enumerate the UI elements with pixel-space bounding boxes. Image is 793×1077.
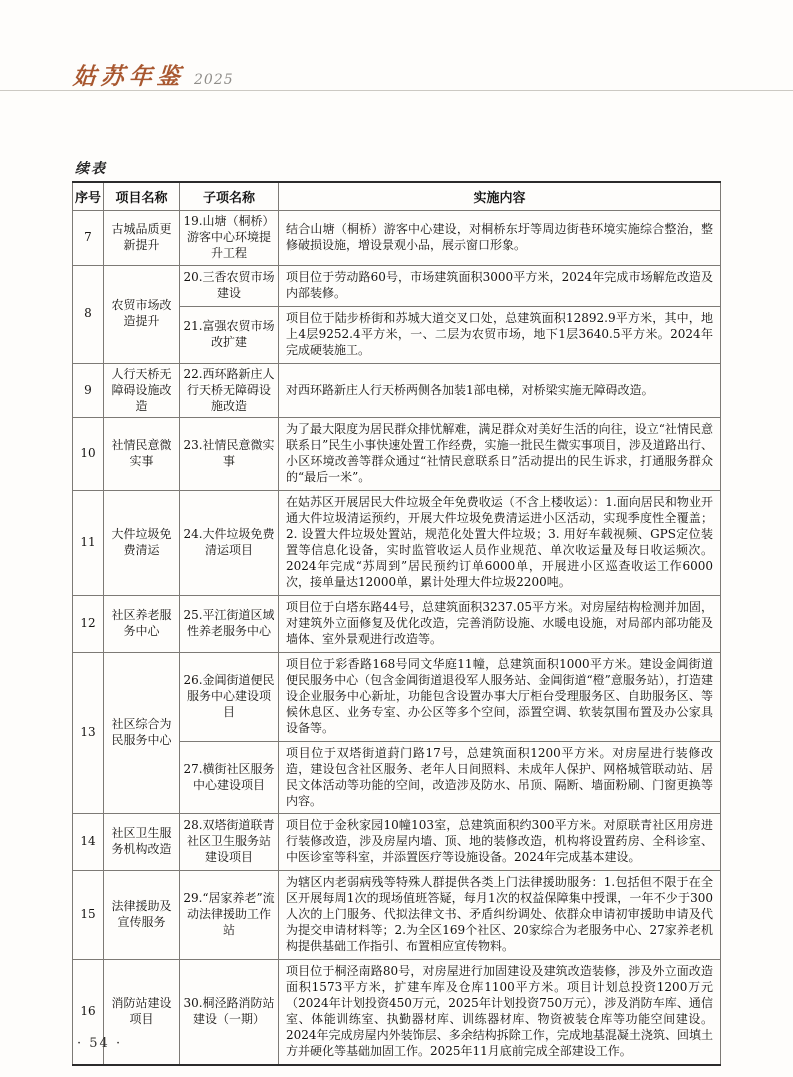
implementation-content-cell: 项目位于白塔东路44号，总建筑面积3237.05平方米。对房屋结构检测并加固，对建筑外立面修复及优化改造，完善消防设施、水暖电设施，对局部内部功能及墙体、室外景观进行改造等。 xyxy=(279,596,721,653)
row-number-cell: 8 xyxy=(73,265,104,363)
project-name-cell: 法律援助及宣传服务 xyxy=(104,871,180,960)
column-header: 子项名称 xyxy=(180,182,279,211)
publication-year: 2025 xyxy=(194,72,234,88)
project-name-cell: 古城品质更新提升 xyxy=(104,211,180,266)
project-name-cell: 社区综合为民服务中心 xyxy=(104,652,180,814)
table-row xyxy=(73,418,721,491)
column-header: 项目名称 xyxy=(104,182,180,211)
projects-table xyxy=(72,181,721,1066)
implementation-content-cell: 为了最大限度为居民群众排忧解难，满足群众对美好生活的向往，设立“社情民意联系日”民生小事快速处置工作经费，实施一批民生微实事项目，涉及道路出行、小区环境改善等群众通过“社情民意联系日”活动提出的民生诉求，打通服务群众的“最后一米”。 xyxy=(279,418,721,491)
table-row xyxy=(73,596,721,653)
row-number-cell: 7 xyxy=(73,211,104,266)
sub-item-name-cell: 25.平江街道区域性养老服务中心 xyxy=(180,596,279,653)
table-row xyxy=(73,871,721,960)
column-header: 序号 xyxy=(73,182,104,211)
row-number-cell: 16 xyxy=(73,960,104,1065)
sub-item-name-cell: 27.横街社区服务中心建设项目 xyxy=(180,741,279,814)
sub-item-name-cell: 29.“居家养老”流动法律援助工作站 xyxy=(180,871,279,960)
project-name-cell: 社区卫生服务机构改造 xyxy=(104,814,180,871)
implementation-content-cell: 项目位于劳动路60号，市场建筑面积3000平方米，2024年完成市场解危改造及内部装修。 xyxy=(279,265,721,306)
header-divider xyxy=(0,90,793,91)
sub-item-name-cell: 21.富强农贸市场改扩建 xyxy=(180,306,279,363)
row-number-cell: 15 xyxy=(73,871,104,960)
row-number-cell: 14 xyxy=(73,814,104,871)
sub-item-name-cell: 30.桐泾路消防站建设（一期） xyxy=(180,960,279,1065)
sub-item-name-cell: 23.社情民意微实事 xyxy=(180,418,279,491)
implementation-content-cell: 项目位于双塔街道葑门路17号，总建筑面积1200平方米。对房屋进行装修改造，建设包含社区服务、老年人日间照料、未成年人保护、网格城管联动站、居民文体活动等功能的空间，改造涉及防水、吊顶、隔断、墙面粉刷、门窗更换等内容。 xyxy=(279,741,721,814)
project-name-cell: 社区养老服务中心 xyxy=(104,596,180,653)
project-name-cell: 农贸市场改造提升 xyxy=(104,265,180,363)
row-number-cell: 10 xyxy=(73,418,104,491)
row-number-cell: 12 xyxy=(73,596,104,653)
sub-item-name-cell: 19.山塘（桐桥）游客中心环境提升工程 xyxy=(180,211,279,266)
implementation-content-cell: 结合山塘（桐桥）游客中心建设，对桐桥东圩等周边街巷环境实施综合整治，整修破损设施，增设景观小品，展示窗口形象。 xyxy=(279,211,721,266)
project-name-cell: 社情民意微实事 xyxy=(104,418,180,491)
row-number-cell: 9 xyxy=(73,363,104,418)
sub-item-name-cell: 24.大件垃圾免费清运项目 xyxy=(180,491,279,596)
project-name-cell: 消防站建设项目 xyxy=(104,960,180,1065)
table-row xyxy=(73,814,721,871)
implementation-content-cell: 项目位于彩香路168号同文华庭11幢，总建筑面积1000平方米。建设金阊街道便民服务中心（包含金阊街道退役军人服务站、金阊街道“橙”意服务站），打造建设企业服务中心新址，功能包含设置办事大厅柜台受理服务区、自助服务区、等候休息区、业务专室、办公区等多个空间，添置空调、软装氛围布置及办公家具设备等。 xyxy=(279,652,721,741)
implementation-content-cell: 项目位于桐泾南路80号，对房屋进行加固建设及建筑改造装修，涉及外立面改造面积1573平方米，扩建车库及仓库1100平方米。项目计划总投资1200万元（2024年计划投资450万元，2025年计划投资750万元），涉及消防车库、通信室、体能训练室、执勤器材库、训练器材库、物资被装仓库等功能空间建设。2024年完成房屋内外装饰层、多余结构拆除工作，完成地基混凝土浇筑、回填土方并硬化等基础加固工作。2025年11月底前完成全部建设工作。 xyxy=(279,960,721,1065)
continued-table-label: 续表 xyxy=(75,161,107,177)
implementation-content-cell: 项目位于金秋家园10幢103室，总建筑面积约300平方米。对原联青社区用房进行装修改造，涉及房屋内墙、顶、地的装修改造，机构将设置药房、全科诊室、中医诊室等科室，并添置医疗等设施设备。2024年完成基本建设。 xyxy=(279,814,721,871)
sub-item-name-cell: 28.双塔街道联青社区卫生服务站建设项目 xyxy=(180,814,279,871)
project-name-cell: 人行天桥无障碍设施改造 xyxy=(104,363,180,418)
projects-tbody xyxy=(73,211,721,1065)
implementation-content-cell: 为辖区内老弱病残等特殊人群提供各类上门法律援助服务：1.包括但不限于在全区开展每周1次的现场值班答疑，每月1次的权益保障集中授课，一年不少于300人次的上门服务、代拟法律文书、矛盾纠纷调处、依群众申请初审援助申请及代为提交申请材料等；2.为全区169个社区、20家综合为老服务中心、27家养老机构提供基础工作指引、布置相应宣传物料。 xyxy=(279,871,721,960)
sub-item-name-cell: 22.西环路新庄人行天桥无障碍设施改造 xyxy=(180,363,279,418)
column-header: 实施内容 xyxy=(279,182,721,211)
table-row xyxy=(73,491,721,596)
table-header-row xyxy=(73,182,721,211)
table-row xyxy=(73,211,721,266)
row-number-cell: 11 xyxy=(73,491,104,596)
implementation-content-cell: 项目位于陆步桥街和苏城大道交叉口处，总建筑面积12892.9平方米，其中，地上4层9252.4平方米，一、二层为农贸市场，地下1层3640.5平方米。2024年完成硬装施工。 xyxy=(279,306,721,363)
table-row xyxy=(73,363,721,418)
page-number: · 54 · xyxy=(77,1036,123,1051)
sub-item-name-cell: 26.金阊街道便民服务中心建设项目 xyxy=(180,652,279,741)
publication-logo xyxy=(73,58,234,91)
row-number-cell: 13 xyxy=(73,652,104,814)
sub-item-name-cell: 20.三香农贸市场建设 xyxy=(180,265,279,306)
implementation-content-cell: 在姑苏区开展居民大件垃圾全年免费收运（不含上楼收运）：1.面向居民和物业开通大件垃圾清运预约，开展大件垃圾免费清运进小区活动，实现季度性全覆盖；2. 设置大件垃圾处置站，规范化处置大件垃圾；3. 用好车载视频、GPS定位装置等信息化设备，实时监管收运人员作业规范、单次收运量及每日收运频次。2024年完成“苏周到”居民预约订单6000单，开展进小区巡查收运工作6000次，接单量达12000单，累计处理大件垃圾2200吨。 xyxy=(279,491,721,596)
table-row xyxy=(73,265,721,306)
project-name-cell: 大件垃圾免费清运 xyxy=(104,491,180,596)
table-row xyxy=(73,652,721,741)
publication-title: 姑苏年鉴 xyxy=(71,63,186,90)
table-row xyxy=(73,960,721,1065)
implementation-content-cell: 对西环路新庄人行天桥两侧各加装1部电梯，对桥梁实施无障碍改造。 xyxy=(279,363,721,418)
